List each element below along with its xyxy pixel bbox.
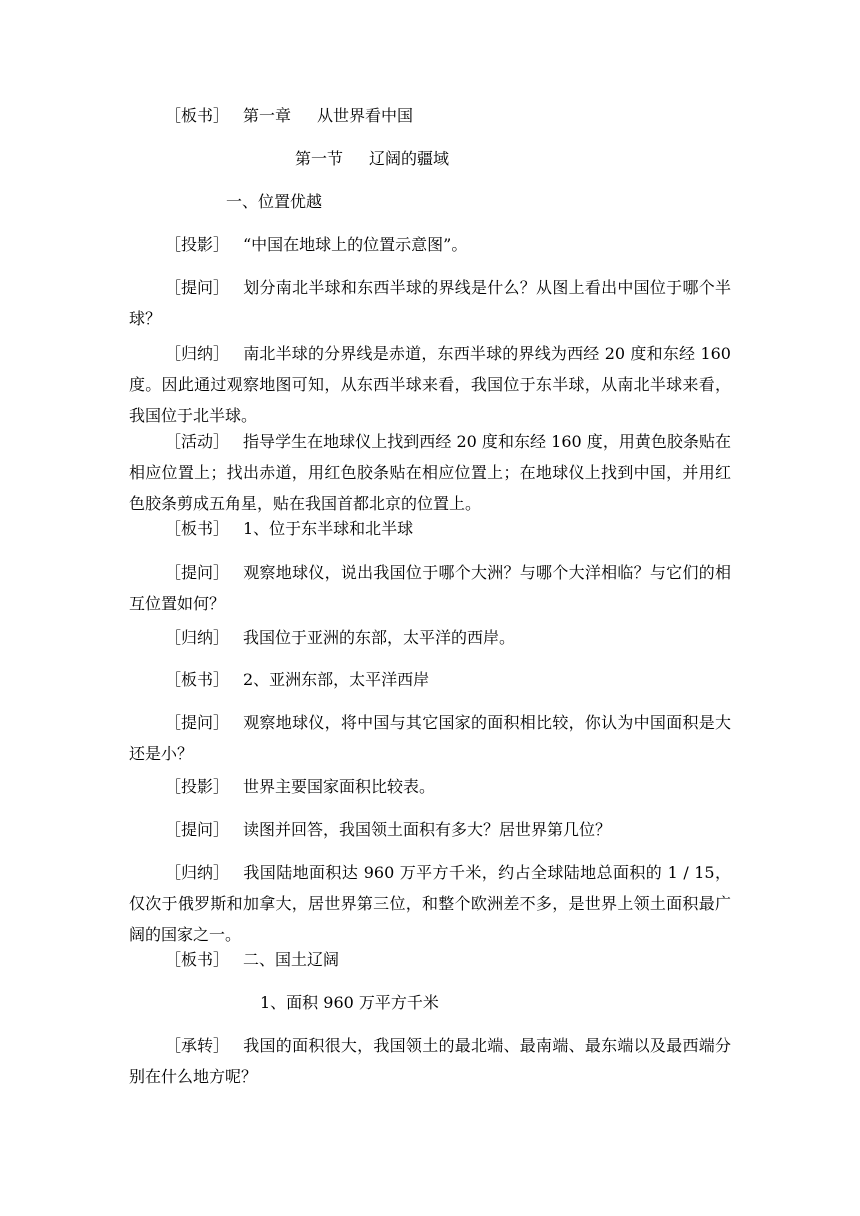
activity-tag: ［活动］ [165, 432, 230, 451]
paragraph-text: 指导学生在地球仪上找到西经 20 度和东经 160 度，用黄色胶条贴在相应位置上；找出赤道，用红色胶条贴在相应位置上；在地球仪上找到中国，并用红色胶条剪成五角星，贴在我国首都北京的位置上。 [129, 432, 731, 513]
paragraph-summary-3 [129, 857, 731, 950]
blackboard-tag: ［板书］ [165, 670, 230, 689]
paragraph-text: 观察地球仪，说出我国位于哪个大洲？与哪个大洋相临？与它们的相互位置如何？ [129, 563, 731, 613]
subheading-text: 1、面积 960 万平方千米 [260, 993, 439, 1012]
paragraph-transition [129, 1030, 731, 1092]
blackboard-tag: ［板书］ [165, 106, 230, 125]
paragraph-text: 我国位于亚洲的东部，太平洋的西岸。 [243, 628, 516, 647]
paragraph-text: 我国陆地面积达 960 万平方千米，约占全球陆地总面积的 1 / 15，仅次于俄罗斯和加拿大，居世界第三位，和整个欧洲差不多，是世界上领土面积最广阔的国家之一。 [129, 863, 731, 944]
blackboard-tag: ［板书］ [165, 950, 230, 969]
paragraph-text: 南北半球的分界线是赤道，东西半球的界线为西经 20 度和东经 160 度。因此通过观察地图可知，从东西半球来看，我国位于东半球，从南北半球来看，我国位于北半球。 [129, 344, 731, 425]
paragraph-blackboard-1 [129, 513, 731, 544]
question-tag: ［提问］ [165, 563, 230, 582]
section-title: 辽阔的疆域 [369, 149, 450, 168]
paragraph-summary-2 [129, 622, 731, 653]
subheading-area [260, 987, 439, 1018]
transition-tag: ［承转］ [165, 1036, 230, 1055]
paragraph-question-1 [129, 272, 731, 334]
section-heading [295, 143, 449, 174]
chapter-heading [165, 100, 413, 131]
question-tag: ［提问］ [165, 278, 230, 297]
paragraph-text: “中国在地球上的位置示意图”。 [243, 235, 468, 254]
paragraph-text: 世界主要国家面积比较表。 [243, 777, 436, 796]
projection-tag: ［投影］ [165, 777, 230, 796]
paragraph-question-2 [129, 557, 731, 619]
paragraph-text: 划分南北半球和东西半球的界线是什么？从图上看出中国位于哪个半球？ [129, 278, 731, 328]
section-number: 第一节 [295, 149, 344, 168]
paragraph-projection-2 [129, 771, 731, 802]
paragraph-projection-1 [129, 229, 731, 260]
summary-tag: ［归纳］ [165, 863, 230, 882]
subheading-location [226, 186, 322, 217]
subheading-text: 一、位置优越 [226, 192, 323, 211]
paragraph-text: 读图并回答，我国领土面积有多大？居世界第几位？ [243, 820, 612, 839]
chapter-number: 第一章 [243, 106, 292, 125]
paragraph-activity [129, 426, 731, 519]
paragraph-summary-1 [129, 338, 731, 431]
paragraph-blackboard-2 [129, 664, 731, 695]
paragraph-blackboard-3 [129, 944, 731, 975]
summary-tag: ［归纳］ [165, 628, 230, 647]
paragraph-text: 2、亚洲东部，太平洋西岸 [243, 670, 430, 689]
paragraph-text: 我国的面积很大，我国领土的最北端、最南端、最东端以及最西端分别在什么地方呢？ [129, 1036, 731, 1086]
paragraph-text: 二、国土辽阔 [243, 950, 340, 969]
summary-tag: ［归纳］ [165, 344, 230, 363]
question-tag: ［提问］ [165, 820, 230, 839]
paragraph-text: 观察地球仪，将中国与其它国家的面积相比较，你认为中国面积是大还是小？ [129, 713, 731, 763]
blackboard-tag: ［板书］ [165, 519, 230, 538]
paragraph-text: 1、位于东半球和北半球 [243, 519, 414, 538]
paragraph-question-3 [129, 707, 731, 769]
question-tag: ［提问］ [165, 713, 230, 732]
projection-tag: ［投影］ [165, 235, 230, 254]
paragraph-question-4 [129, 814, 731, 845]
chapter-title: 从世界看中国 [317, 106, 414, 125]
